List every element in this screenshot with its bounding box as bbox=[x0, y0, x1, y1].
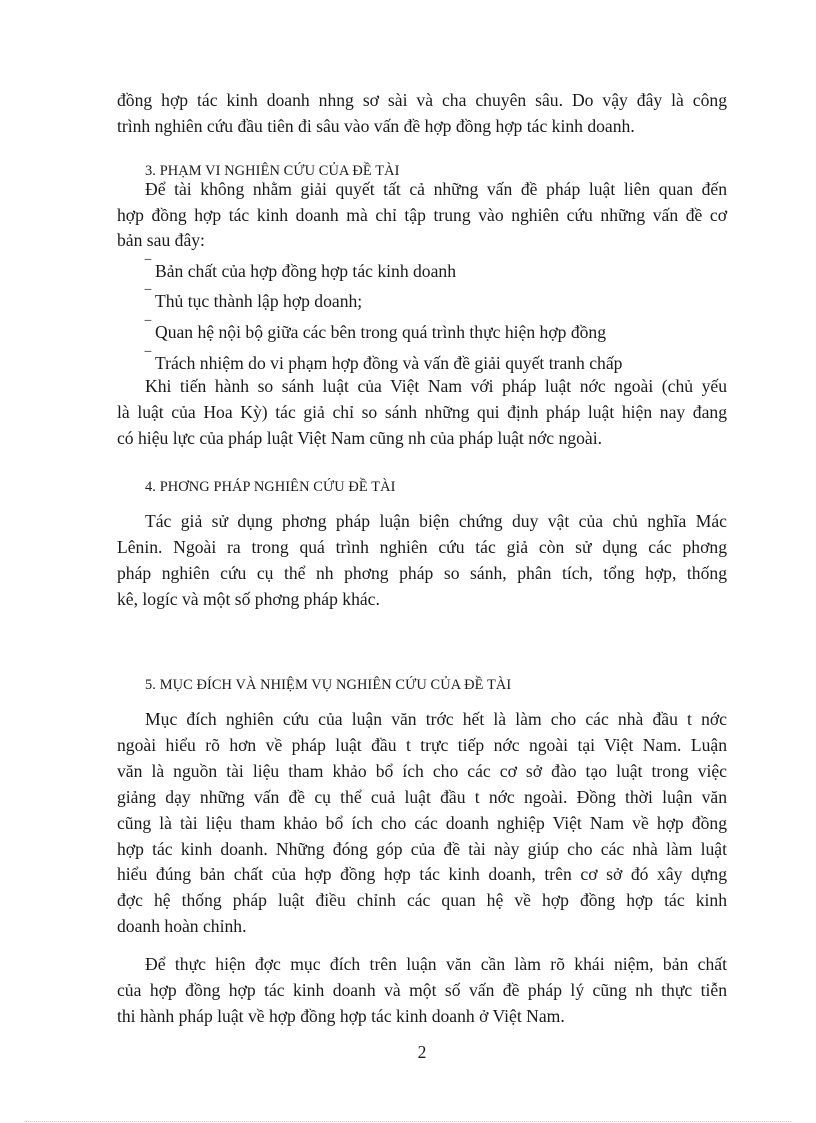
intro-line: đồng hợp tác kinh doanh nhng sơ sài và cha chuyên sâu. Do vậy đây là công bbox=[117, 90, 727, 110]
section-5-paragraph-line: đợc hệ thống pháp luật điều chỉnh các quan hệ về hợp đồng hợp tác kinh bbox=[117, 890, 727, 910]
section-3-paragraph-line: là luật của Hoa Kỳ) tác giả chỉ so sánh những qui định pháp luật hiện nay đang bbox=[117, 402, 727, 422]
bullet-item bbox=[145, 257, 727, 282]
section-5-paragraph-line: Để thực hiện đợc mục đích trên luận văn cần làm rõ khái niệm, bản chất bbox=[145, 954, 727, 974]
section-5-paragraph-line: thi hành pháp luật về hợp đồng hợp tác kinh doanh ở Việt Nam. bbox=[117, 1006, 565, 1026]
section-4-paragraph-line: Tác giả sử dụng phơng pháp luận biện chứng duy vật của chủ nghĩa Mác bbox=[145, 511, 727, 531]
dash-bullet-icon: ‾ bbox=[145, 287, 151, 307]
page-bottom-divider bbox=[25, 1121, 791, 1122]
section-3-paragraph-line: có hiệu lực của pháp luật Việt Nam cũng nh của pháp luật nớc ngoài. bbox=[117, 428, 603, 448]
section-3-paragraph-line: hợp đồng hợp tác kinh doanh mà chỉ tập trung vào nghiên cứu những vấn đề cơ bbox=[117, 205, 727, 225]
section-5-paragraph-line: hiểu đúng bản chất của hợp đồng hợp tác kinh doanh, trên cơ sở đó xây dựng bbox=[117, 864, 727, 884]
bullet-item bbox=[145, 287, 727, 312]
bullet-text: Bản chất của hợp đồng hợp tác kinh doanh bbox=[155, 261, 457, 281]
section-5-paragraph-line: Mục đích nghiên cứu của luận văn trớc hết là làm cho các nhà đầu t nớc bbox=[145, 709, 727, 729]
section-3-paragraph-line: Để tài không nhằm giải quyết tất cả những vấn đề pháp luật liên quan đến bbox=[145, 179, 727, 199]
section-5-paragraph-line: của hợp đồng hợp tác kinh doanh và một số vấn đề pháp lý cũng nh thực tiễn bbox=[117, 980, 727, 1000]
bullet-text: Trách nhiệm do vi phạm hợp đồng và vấn đề giải quyết tranh chấp bbox=[155, 353, 623, 373]
section-4-paragraph-line: kê, logíc và một số phơng pháp khác. bbox=[117, 589, 380, 609]
intro-line: trình nghiên cứu đầu tiên đi sâu vào vấn đề hợp đồng hợp tác kinh doanh. bbox=[117, 116, 635, 136]
section-4-paragraph-line: Lênin. Ngoài ra trong quá trình nghiên cứu tác giả còn sử dụng các phơng bbox=[117, 537, 727, 557]
section-3-paragraph-line: bản sau đây: bbox=[117, 230, 205, 250]
section-5-paragraph-line: cũng là tài liệu tham khảo bổ ích cho các doanh nghiệp Việt Nam về hợp đồng bbox=[117, 813, 727, 833]
section-5-paragraph-line: doanh hoàn chỉnh. bbox=[117, 916, 247, 936]
bullet-text: Quan hệ nội bộ giữa các bên trong quá trình thực hiện hợp đồng bbox=[155, 322, 607, 342]
section-3-paragraph-line: Khi tiến hành so sánh luật của Việt Nam với pháp luật nớc ngoài (chủ yếu bbox=[145, 376, 727, 396]
section-5-paragraph-line: ngoài hiểu rõ hơn về pháp luật đầu t trực tiếp nớc ngoài tại Việt Nam. Luận bbox=[117, 735, 727, 755]
bullet-item bbox=[145, 349, 727, 374]
section-5-paragraph-line: văn là nguồn tài liệu tham khảo bổ ích cho các cơ sở đào tạo luật trong việc bbox=[117, 761, 727, 781]
section-3-heading: 3. PHẠM VI NGHIÊN CỨU CỦA ĐỀ TÀI bbox=[145, 163, 400, 179]
section-4-paragraph-line: pháp nghiên cứu cụ thể nh phơng pháp so sánh, phân tích, tổng hợp, thống bbox=[117, 563, 727, 583]
dash-bullet-icon: ‾ bbox=[145, 257, 151, 277]
dash-bullet-icon: ‾ bbox=[145, 349, 151, 369]
section-4-heading: 4. PHƠNG PHÁP NGHIÊN CỨU ĐỀ TÀI bbox=[145, 479, 396, 495]
dash-bullet-icon: ‾ bbox=[145, 318, 151, 338]
section-5-paragraph-line: giảng dạy những vấn đề cụ thể cuả luật đầu t nớc ngoài. Đồng thời luận văn bbox=[117, 787, 727, 807]
section-5-heading: 5. MỤC ĐÍCH VÀ NHIỆM VỤ NGHIÊN CỨU CỦA ĐỀ TÀI bbox=[145, 677, 512, 693]
page-number: 2 bbox=[417, 1042, 427, 1062]
bullet-text: Thủ tục thành lập hợp doanh; bbox=[155, 291, 363, 311]
section-5-paragraph-line: hợp tác kinh doanh. Những đóng góp của đề tài này giúp cho các nhà làm luật bbox=[117, 839, 727, 859]
bullet-item bbox=[145, 318, 727, 343]
